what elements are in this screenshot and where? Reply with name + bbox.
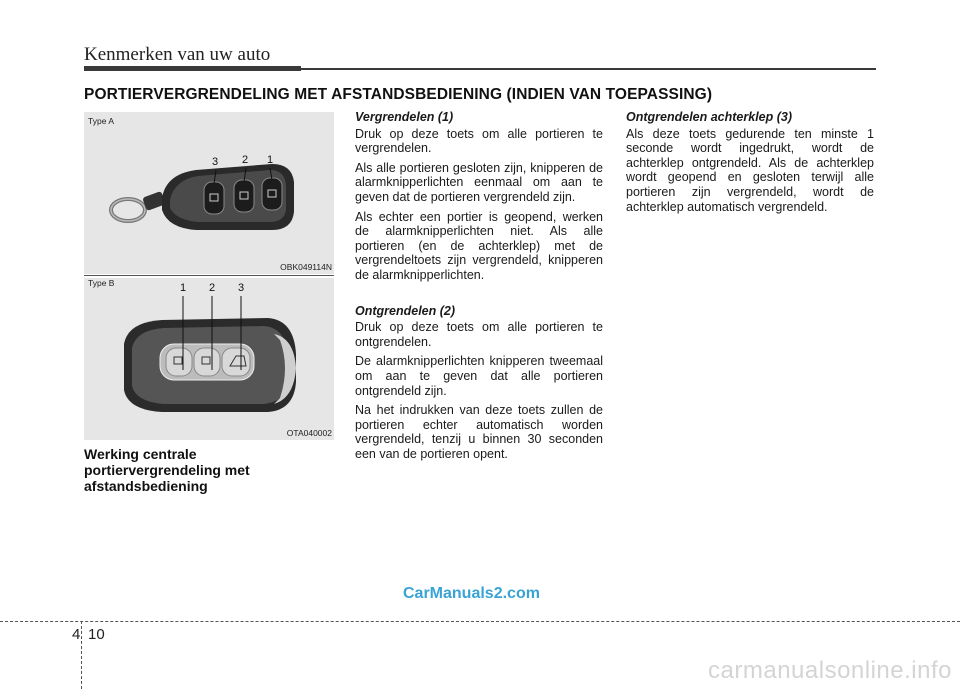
header-rule xyxy=(301,68,876,70)
unlock-paragraph-3: Na het indrukken van deze toets zullen de portieren echter automatisch worden vergrendeld, tenzij u binnen 30 seconden een van de portieren opent. xyxy=(355,403,603,461)
column-tailgate xyxy=(626,110,874,219)
remote-operation-heading: Werking centrale portiervergrendeling met afstandsbediening xyxy=(84,446,250,494)
callout-b-1: 1 xyxy=(180,282,187,294)
tailgate-button-b xyxy=(222,348,250,376)
unlock-heading: Ontgrendelen (2) xyxy=(355,303,456,318)
lock-button-b xyxy=(166,348,192,376)
page-header-title: Kenmerken van uw auto xyxy=(84,44,271,65)
tailgate-button-a xyxy=(204,182,224,214)
lock-heading: Vergrendelen (1) xyxy=(355,110,454,124)
unlock-button-b xyxy=(194,348,220,376)
callout-a-1: 1 xyxy=(267,154,274,166)
page-number: 10 xyxy=(88,626,105,643)
figure-a-code: OBK049114N xyxy=(280,262,332,272)
lock-button-a xyxy=(262,178,282,210)
callout-a-3: 3 xyxy=(212,156,219,168)
lock-paragraph-3: Als echter een portier is geopend, werken de alarmknipperlichten niet. Als alle portieren (en de achterklep) met de vergrendeltoets zijn vergrendeld, knipperen de alarmknipperlichten. xyxy=(355,209,603,282)
figure-b-code: OTA040002 xyxy=(286,428,332,438)
footer-rule xyxy=(0,621,960,622)
header-rule-dark xyxy=(84,66,301,71)
section-title: PORTIERVERGRENDELING MET AFSTANDSBEDIENING (INDIEN VAN TOEPASSING) xyxy=(84,86,713,103)
figure-type-a xyxy=(84,112,334,274)
tailgate-paragraph: Als deze toets gedurende ten minste 1 seconde wordt ingedrukt, wordt de achterklep ontgrendeld. Als de achterklep wordt geopend en gesloten terwijl alle portieren zijn vergrendeld, wordt de achterklep automatisch vergrendeld. xyxy=(626,126,874,214)
key-fob-a-illustration xyxy=(84,112,334,274)
figure-a-label: Type A xyxy=(88,116,114,126)
unlock-button-a xyxy=(234,180,254,212)
smart-key-b-illustration xyxy=(84,278,334,440)
figure-type-b xyxy=(84,278,334,440)
callout-b-3: 3 xyxy=(238,282,245,294)
unlock-paragraph-1: Druk op deze toets om alle portieren te ontgrendelen. xyxy=(355,320,603,349)
lock-paragraph-1: Druk op deze toets om alle portieren te vergrendelen. xyxy=(355,126,603,156)
callout-b-2: 2 xyxy=(209,282,216,294)
lock-paragraph-2: Als alle portieren gesloten zijn, knipperen de alarmknipperlichten eenmaal om aan te geven dat de portieren vergrendeld zijn. xyxy=(355,160,603,204)
tailgate-heading: Ontgrendelen achterklep (3) xyxy=(626,110,793,124)
callout-a-2: 2 xyxy=(242,154,249,166)
site-watermark: carmanualsonline.info xyxy=(708,657,952,684)
watermark-link[interactable]: CarManuals2.com xyxy=(403,585,540,602)
figure-b-label: Type B xyxy=(88,278,115,288)
column-lock-unlock xyxy=(355,110,603,466)
footer-vertical-rule xyxy=(81,621,82,689)
unlock-paragraph-2: De alarmknipperlichten knipperen tweemaal om aan te geven dat alle portieren ontgrendeld zijn. xyxy=(355,354,603,398)
chapter-number: 4 xyxy=(72,626,81,643)
figure-divider xyxy=(84,275,334,276)
